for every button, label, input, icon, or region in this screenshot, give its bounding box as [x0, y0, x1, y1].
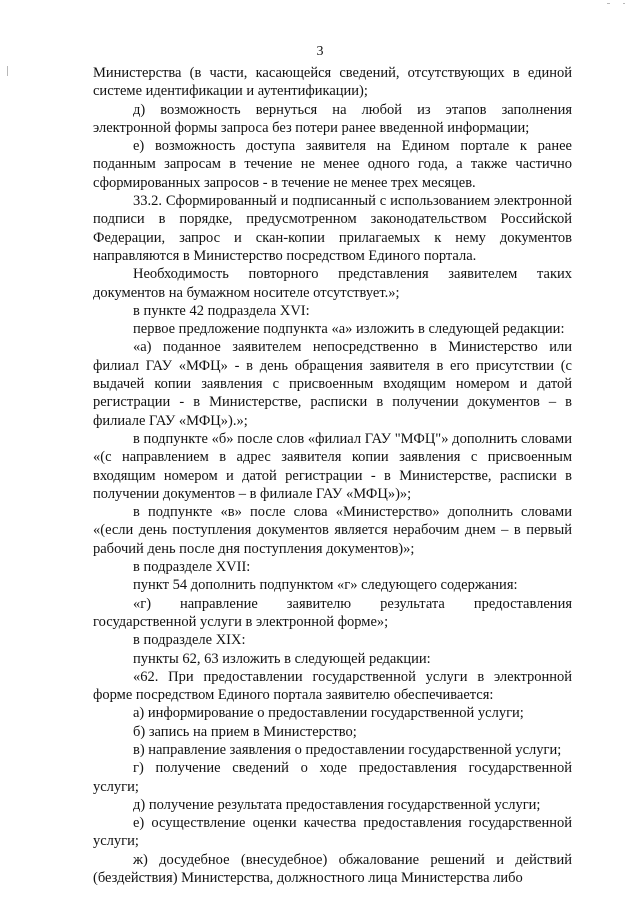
paragraph: «г) направление заявителю результата предоставления государственной услуги в электронной форме»; [93, 595, 572, 630]
paragraph: 33.2. Сформированный и подписанный с использованием электронной подписи в порядке, предусмотренном законодательством Российской Федерации, запрос и скан-копии прилагаемых к нему документов направляются в Министерство посредством Единого портала. [93, 193, 572, 264]
page-number: 3 [316, 44, 324, 59]
paragraph: первое предложение подпункта «а» изложить в следующей редакции: [133, 321, 565, 338]
scan-artifact-top-right [623, 3, 625, 4]
paragraph: а) информирование о предоставлении государственной услуги; [133, 705, 524, 722]
paragraph: «а) поданное заявителем непосредственно в Министерство или филиал ГАУ «МФЦ» - в день обращения заявителя в его присутствии (с выдачей копии заявления с присвоенным входящим номером и датой регистрации - в Министерстве, расписки в получении документов – в филиале ГАУ «МФЦ»).»; [93, 339, 572, 429]
paragraph: в пункте 42 подраздела XVI: [133, 302, 310, 319]
scan-artifact-left [7, 66, 8, 76]
paragraph: д) возможность вернуться на любой из этапов заполнения электронной формы запроса без потери ранее введенной информации; [93, 101, 572, 136]
paragraph: Министерства (в части, касающейся сведений, отсутствующих в единой системе идентификации и аутентификации); [93, 65, 572, 100]
paragraph: ж) досудебное (внесудебное) обжалование решений и действий (бездействия) Министерства, должностного лица Министерства либо [93, 851, 572, 887]
paragraph: в подпункте «б» после слов «филиал ГАУ "МФЦ"» дополнить словами «(с направлением в адрес заявителя копии заявления с присвоенным входящим номером и датой регистрации - в Министерстве, расписки в получении документов – в филиале ГАУ «МФЦ»)»; [93, 430, 572, 502]
paragraph: «62. При предоставлении государственной услуги в электронной форме посредством Единого портала заявителю обеспечивается: [93, 668, 572, 704]
paragraph: б) запись на прием в Министерство; [133, 723, 357, 740]
paragraph: в подпункте «в» после слова «Министерство» дополнить словами «(если день поступления документов является нерабочим днем – в первый рабочий день после дня поступления документов)»; [93, 504, 572, 557]
paragraph: пункты 62, 63 изложить в следующей редакции: [133, 650, 431, 667]
paragraph: г) получение сведений о ходе предоставления государственной услуги; [93, 760, 572, 795]
paragraph: в подразделе XIX: [133, 632, 246, 649]
paragraph: Необходимость повторного представления заявителем таких документов на бумажном носителе отсутствует.»; [93, 266, 572, 301]
document-body [93, 64, 572, 887]
paragraph: в) направление заявления о предоставлении государственной услуги; [133, 741, 562, 758]
scan-artifact-top-right [607, 3, 610, 4]
paragraph: пункт 54 дополнить подпунктом «г» следующего содержания: [133, 577, 518, 594]
paragraph: е) осуществление оценки качества предоставления государственной услуги; [93, 815, 572, 850]
paragraph: д) получение результата предоставления государственной услуги; [133, 796, 541, 813]
paragraph: в подразделе XVII: [133, 559, 251, 576]
paragraph: е) возможность доступа заявителя на Едином портале к ранее поданным запросам в течение не менее одного года, а также частично сформированных запросов - в течение не менее трех месяцев. [93, 138, 572, 191]
